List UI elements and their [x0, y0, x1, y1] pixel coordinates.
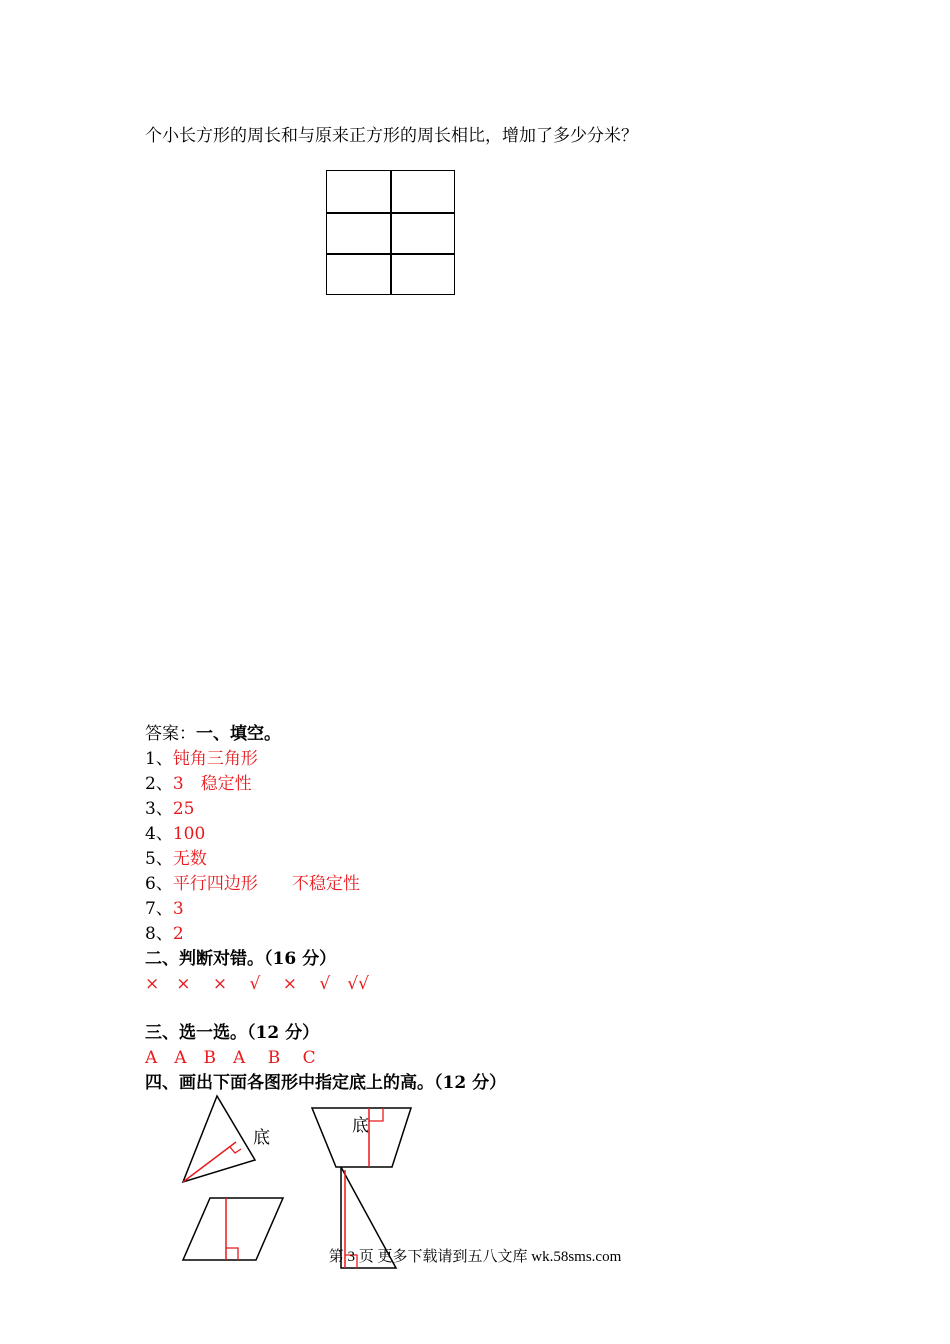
- answers-heading: 答案：一、填空。: [145, 724, 281, 744]
- section2-answers: × × × √ × √ √√: [145, 974, 369, 994]
- trapezoid-base-label: 底: [352, 1116, 369, 1136]
- fill-item-7: 7、3: [145, 899, 184, 919]
- fill-item-2: 2、3 稳定性: [145, 774, 252, 794]
- fill-item-1: 1、钝角三角形: [145, 749, 258, 769]
- fill-item-6: 6、平行四边形 不稳定性: [145, 874, 360, 894]
- fill-item-3: 3、25: [145, 799, 195, 819]
- triangle-figure: [183, 1096, 270, 1182]
- triangle-base-label: 底: [253, 1128, 270, 1148]
- fill-item-4: 4、100: [145, 824, 206, 844]
- section2-title: 二、判断对错。（16 分）: [145, 949, 337, 969]
- question-text: 个小长方形的周长和与原来正方形的周长相比，增加了多少分米？: [145, 126, 638, 146]
- section3-answers: A A B A B C: [145, 1048, 316, 1068]
- section4-title: 四、画出下面各图形中指定底上的高。（12 分）: [145, 1073, 507, 1093]
- fill-item-8: 8、2: [145, 924, 184, 944]
- section3-title: 三、选一选。（12 分）: [145, 1023, 320, 1043]
- fill-item-5: 5、无数: [145, 849, 207, 869]
- page-footer: 第 3 页 更多下载请到五八文库 wk.58sms.com: [328, 1249, 622, 1265]
- trapezoid-figure: [312, 1108, 411, 1167]
